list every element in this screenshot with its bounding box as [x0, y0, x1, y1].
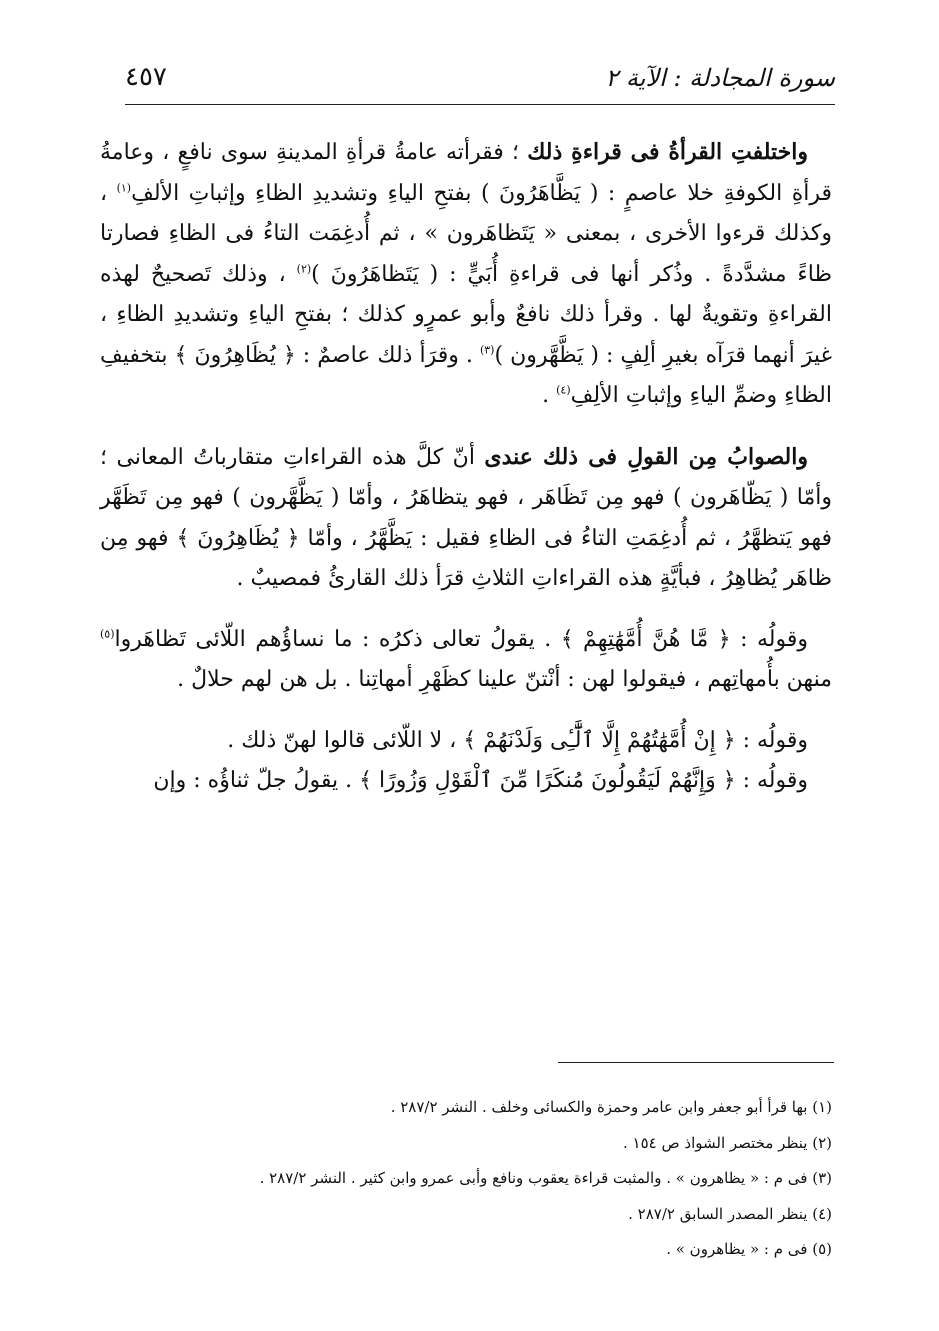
- paragraph-text: وقولُه : ﴿ وَإِنَّهُمْ لَيَقُولُونَ مُنكَرًا مِّنَ ٱلْقَوْلِ وَزُورًا ﴾ . يقولُ جلّ ثناؤُه : وإن: [153, 768, 808, 793]
- paragraph-lead: واختلفتِ القرأةُ فى قراءةِ ذلك: [527, 139, 808, 165]
- footnote: (١) بها قرأ أبو جعفر وابن عامر وحمزة والكسائى وخلف . النشر ٢٨٧/٢ .: [390, 1098, 832, 1116]
- footnote-marker: (٣): [479, 343, 495, 357]
- footnote: (٢) ينظر مختصر الشواذ ص ١٥٤ .: [623, 1133, 832, 1152]
- paragraph-text: أنّ كلَّ هذه القراءاتِ متقارباتُ المعانى ؛ وأمّا ( يَظّاهَرون ) فهو مِن تَظَاهَر ، فهو يتظاهَرُ ، وأمّا ( يَظَّهَّرون ) فهو مِن تَظَهَّر فهو يَتظهَّرُ ، ثم أُدغِمَتِ التاءُ فى الظاءِ فقيل : يَظَّهَّرُ ، وأمّا ﴿ يُظَاهِرُونَ ﴾ فهو مِن ظاهَر يُظاهِرُ ، فبأيَّةٍ هذه القراءاتِ الثلاثِ قرَأ ذلك القارئُ فمصيبٌ .: [100, 444, 832, 591]
- footnote-marker: (٥): [100, 627, 115, 641]
- paragraph-text: وقولُه : ﴿ إِنْ أُمَّهَٰتُهُمْ إِلَّا ٱلَّٰٓـِٔى وَلَدْنَهُمْ ﴾ ، لا اللّائى قالوا لهنّ ذلك .: [227, 727, 808, 753]
- paragraph-text: وقولُه : ﴿ مَّا هُنَّ أُمَّهَٰتِهِمْ ﴾ . يقولُ تعالى ذكرُه : ما نساؤُهم اللّائى تَظاهَروا: [114, 626, 808, 652]
- paragraph-gap: [100, 600, 832, 620]
- header-rule: [125, 104, 835, 105]
- paragraph-lead: والصوابُ مِن القولِ فى ذلك عندى: [484, 443, 808, 470]
- paragraph-gap: [100, 701, 832, 721]
- paragraph-2: [100, 437, 832, 600]
- paragraph-text: .: [542, 383, 557, 408]
- main-text: [100, 132, 832, 802]
- page-header: [125, 58, 835, 98]
- footnote-marker: (٤): [556, 383, 571, 397]
- footnote: (٤) ينظر المصدر السابق ٢٨٧/٢ .: [628, 1204, 832, 1223]
- footnote-marker: (١): [116, 181, 132, 195]
- paragraph-gap: [100, 417, 832, 437]
- paragraph-text: ؛ فقرأته عامةُ قرأةِ المدينةِ سوى نافعٍ ، وعامةُ قرأةِ الكوفةِ خلا عاصمٍ : ( يَظَّاهَرُونَ ) بفتحِ الياءِ وتشديدِ الظاءِ وإثباتِ الألفِ: [100, 140, 832, 206]
- paragraph-5: [100, 761, 832, 802]
- footnote-rule: [558, 1062, 834, 1063]
- footnote-marker: (٢): [296, 262, 312, 276]
- paragraph-text: منهن بأُمهاتِهم ، فيقولوا لهن : أنْتنّ علينا كظَهْرِ أمهاتِنا . بل هن لهم حلالٌ .: [177, 667, 832, 692]
- paragraph-4: [100, 721, 832, 762]
- running-title: سورة المجادلة : الآية ٢: [605, 64, 835, 92]
- footnote: (٥) فى م : « يظاهرون » .: [666, 1240, 832, 1259]
- footnote: (٣) فى م : « يظاهرون » . والمثبت قراءة يعقوب ونافع وأبى عمرو وابن كثير . النشر ٢٨٧/٢ .: [259, 1169, 832, 1188]
- paragraph-1: [100, 132, 832, 417]
- paragraph-3: [100, 620, 832, 701]
- footnotes: [100, 1090, 832, 1268]
- paragraph-text: . وقرَأ ذلك عاصمٌ : ﴿ يُظَاهِرُونَ ﴾ بتخفيفِ الظاءِ وضمِّ الياءِ وإثباتِ الألِفِ: [100, 342, 832, 408]
- paragraph-text: ، وكذلك قرءوا الأخرى ، بمعنى « يَتَظاهَرون » ، ثم أُدغِمَت التاءُ فى الظاءِ فصارتا ظاءً مشدَّدةً . وذُكر أنها فى قراءةِ أُبَيٍّ : ( يَتَظاهَرُونَ ): [100, 180, 832, 287]
- paragraph-text: ، وذلك تَصحيحٌ لهذه القراءةِ وتقويةٌ لها . وقرأ ذلك نافعٌ وأبو عمرٍو كذلك ؛ بفتحِ الياءِ وتشديدِ الظاءِ ، غيرَ أنهما قرَآه بغيرِ ألِفٍ : ( يَظَّهَّرون ): [100, 261, 832, 368]
- page-number: ٤٥٧: [125, 62, 167, 92]
